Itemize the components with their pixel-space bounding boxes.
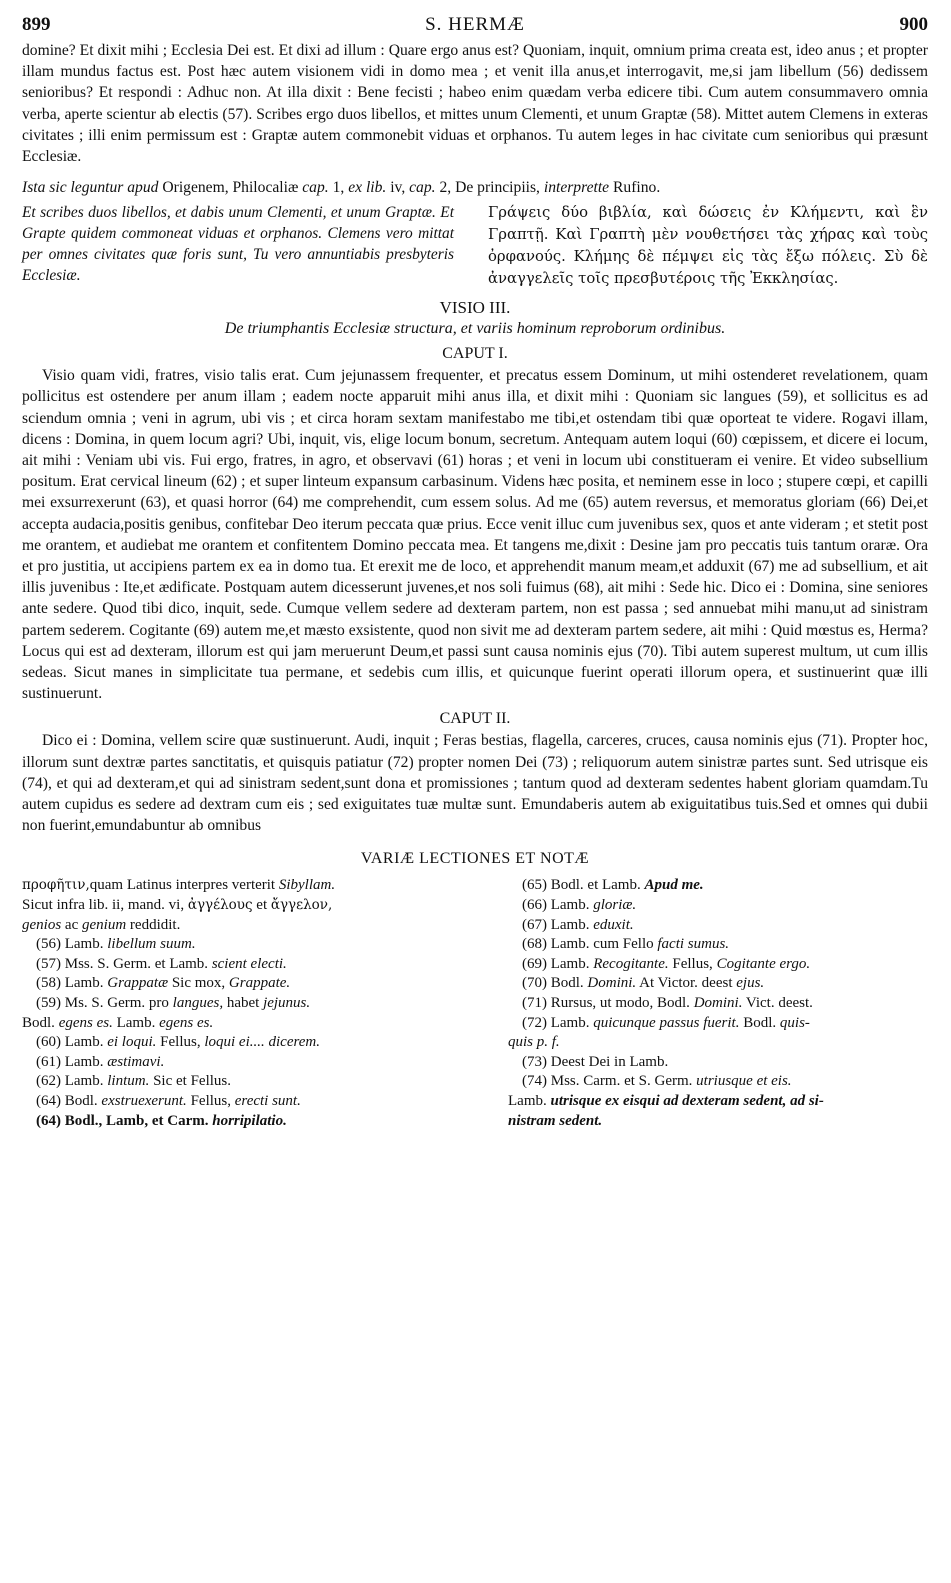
note-65: (65) Bodl. et Lamb. Apud me.: [522, 877, 704, 894]
notes-section: [22, 876, 928, 1131]
intro-text: Ista sic leguntur apud: [22, 179, 159, 197]
note-line: genios ac genium reddidit.: [22, 916, 181, 933]
intro-ex-lib: ex lib.: [348, 179, 387, 197]
origen-intro: [22, 177, 928, 198]
note-line: Sicut infra lib. ii, mand. vi, ἀγγέλους et ἄγγελον,: [22, 897, 333, 914]
intro-cap: cap.: [302, 179, 329, 197]
note-59-continued: Bodl. egens es. Lamb. egens es.: [22, 1014, 214, 1031]
notes-title: VARIÆ LECTIONES ET NOTÆ: [360, 850, 590, 868]
note-74-continued: Lamb. utrisque ex eisqui ad dexteram sedent, ad si-: [508, 1093, 824, 1110]
visio-subtitle: De triumphantis Ecclesiæ structura, et variis hominum reproborum ordinibus.: [224, 320, 726, 338]
note-59: (59) Ms. S. Germ. pro langues, habet jejunus.: [36, 995, 311, 1012]
page-number-left: 899: [22, 14, 51, 35]
parallel-columns: [22, 202, 928, 290]
note-62: (62) Lamb. lintum. Sic et Fellus.: [36, 1073, 231, 1090]
intro-lib-num: iv,: [390, 179, 406, 197]
note-69: (69) Lamb. Recogitante. Fellus, Cogitante ergo.: [522, 955, 811, 972]
caput-2-title: CAPUT II.: [439, 710, 511, 728]
intro-cap-num: 1,: [332, 179, 345, 197]
greek-column: Γράψεις δύο βιβλία, καὶ δώσεις ἐν Κλήμεντι, καὶ ἓν Γραπτῇ. Καὶ Γραπτὴ μὲν νουθετήσει τὰς χήρας καὶ τοὺς ὀρφανούς. Κλήμης δὲ πέμψει εἰς τὰς ἔξω πόλεις. Σὺ δὲ ἀναγγελεῖς τοῖς πρεσβυτέροις τῆς Ἐκκλησίας.: [488, 204, 928, 288]
note-line: προφῆτιν,quam Latinus interpres verterit Sibyllam.: [22, 877, 336, 894]
note-72: (72) Lamb. quicunque passus fuerit. Bodl. quis-: [522, 1014, 810, 1031]
intro-interprette: interprette: [543, 179, 610, 197]
note-61: (61) Lamb. æstimavi.: [36, 1053, 165, 1070]
intro-de-principiis: 2, De principiis,: [439, 179, 540, 197]
intro-rufino: Rufino.: [613, 179, 661, 197]
caput-1-text: Visio quam vidi, fratres, visio talis erat. Cum jejunassem frequenter, et precatus essem Dominum, ut mihi ostenderet revelationem, quam pollicitus est ostendere per anum illam ; eadem nocte apparuit mihi anus illa, et dixit mihi : Quoniam sic langues (59), et sollicitus es ad sciendum omnia ; veni in agrum, ubi vis ; et circa horam sextam manifestabo me tibi,et ostendam tibi quæ oporteat te videre. Rogavi illam, dicens : Domina, in quem locum agri? Ubi, inquit, vis, elige locum bonum, secretum. Antequam autem loqui (60) cœpissem, et dicere ei locum, ait mihi : Veniam ubi vis. Fui ergo, fratres, in agro, et observavi (61) horas ; et veni in locum ubi constitueram ei venire. Et video subsellium positum. Erat cervical lineum (62) ; et super linteum expansum carbasinum. Videns hæc posita, et neminem esse in loco ; stupere cœpi, et capilli mei exsurrexerunt (63), et quasi horror (64) me comprehendit, cum essem solus. Ad me (65) autem reversus, et memoratus gloriam (66) Dei,et accepta audacia,positis genibus, confitebar Deo iterum peccata quæ prius. Ecce venit illuc cum juvenibus sex, quos et ante videram ; et stetit post me orantem, et audiebat me orantem et confitentem Domino peccata mea. Et tangens me,dixit : Desine jam pro peccatis tuis tantum oraræ. Ora et pro justitia, ut accipiens partem ex ea in domo tua. Et erexit me de loco, et apprehendit manum meam,et adduxit (67) me ad subsellium, et ait illis juvenibus : Ite,et ædificate. Postquam autem dicesserunt juvenes,et nos soli fuimus (68), ait mihi : Sede hic. Dico ei : Domina, sine seniores ante sedere. Quod tibi dico, inquit, sede. Cumque vellem sedere ad dexteram partem, non est passa ; sed annuebat mihi manu,ut ad sinistram partem sederem. Cogitante (69) autem me,et mæsto exsistente, quod non sivit me ad dexteram partem sedere, ait mihi : Quid mœstus es, Herma? Locus qui est ad dexteram, illorum est qui jam meruerunt Deum,et passi sunt causa nominis ejus (70). Tibi autem superest multum, ut cum illis sedeas. Sicut manes in simplicitate tua permane, et sedebis cum illis, et quicunque fuerint operati illorum opera, et sustinuerint quæ illi sustinuerunt.: [22, 367, 928, 703]
note-64a: (64) Bodl. exstruexerunt. Fellus, erecti sunt.: [36, 1093, 301, 1110]
note-66: (66) Lamb. gloriæ.: [522, 897, 637, 914]
latin-column: Et scribes duos libellos, et dabis unum Clementi, et unum Graptæ. Et Grapte quidem commoneat viduas et orphanos. Clemens vero mittat per omnes civitates quæ foris sunt, Tu vero annuntiabis presbyteris Ecclesiæ.: [22, 204, 454, 285]
note-72-continued: quis p. f.: [508, 1034, 560, 1051]
note-71: (71) Rursus, ut modo, Bodl. Domini. Vict. deest.: [522, 995, 813, 1012]
running-title: S. HERMÆ: [425, 14, 525, 35]
note-70: (70) Bodl. Domini. At Victor. deest ejus.: [522, 975, 765, 992]
note-56: (56) Lamb. libellum suum.: [36, 936, 196, 953]
intro-source: Origenem, Philocaliæ: [162, 179, 299, 197]
note-73: (73) Deest Dei in Lamb.: [522, 1053, 669, 1070]
notes-right-column: [508, 876, 928, 1131]
note-58: (58) Lamb. Grappatæ Sic mox, Grappate.: [36, 975, 291, 992]
note-60: (60) Lamb. ei loqui. Fellus, loqui ei.... dicerem.: [36, 1034, 321, 1051]
caput-1-title: CAPUT I.: [442, 345, 508, 363]
note-67: (67) Lamb. eduxit.: [522, 916, 634, 933]
caput-2-text: Dico ei : Domina, vellem scire quæ sustinuerunt. Audi, inquit ; Feras bestias, flagella, carceres, cruces, causa nominis ejus (71). Propter hoc, illorum sunt dextræ partes sanctitatis, et quisquis patiatur (72) propter nomen Dei (73) ; reliquorum autem sinistræ partes sunt. Sed utrisque eis (74), et qui ad dexteram,et qui ad sinistram sedent,sunt dona et promissiones ; tantum quod ad dexteram sedentes habent gloriam quamdam.Tu autem cupidus es sedere ad dextram cum eis ; sed exiguitates tuæ multæ sunt. Emundaberis autem ab exiguitatibus tuis.Sed et omnes qui dubii non fuerint,emundabuntur ab omnibus: [22, 732, 928, 835]
page-number-right: 900: [899, 14, 928, 35]
top-paragraph: domine? Et dixit mihi ; Ecclesia Dei est. Et dixi ad illum : Quare ergo anus est? Quoniam, inquit, omnium prima creata est, ideo anus ; et propter illam mundus factus est. Post hæc autem visionem vidi in domo mea ; et venit illa anus,et interrogavit, me,si jam libellum (56) dedissem senioribus? Et respondi : Adhuc non. At illa dixit : Bene fecisti ; habeo enim quædam verba edicere tibi. Cum autem consummavero omnia verba, aperte scientur ab electis (57). Scribes ergo duos libellos, et mittes unum Clementi, et unum Graptæ (58). Mittet autem Clemens in exteras civitates ; illi enim permissum est : Graptæ autem commonebit viduas et orphanos. Tu autem leges in hac civitate cum senioribus qui præsunt Ecclesiæ.: [22, 42, 928, 166]
intro-cap-2: cap.: [409, 179, 436, 197]
visio-title: VISIO III.: [439, 298, 511, 318]
note-57: (57) Mss. S. Germ. et Lamb. scient electi.: [36, 955, 287, 972]
document-page: [22, 12, 928, 1131]
running-header: [22, 12, 928, 40]
note-68: (68) Lamb. cum Fello facti sumus.: [522, 936, 730, 953]
note-74: (74) Mss. Carm. et S. Germ. utriusque et eis.: [522, 1073, 792, 1090]
notes-left-column: [22, 876, 492, 1131]
note-64b: (64) Bodl., Lamb, et Carm. horripilatio.: [36, 1112, 287, 1129]
note-74-end: nistram sedent.: [508, 1112, 603, 1129]
